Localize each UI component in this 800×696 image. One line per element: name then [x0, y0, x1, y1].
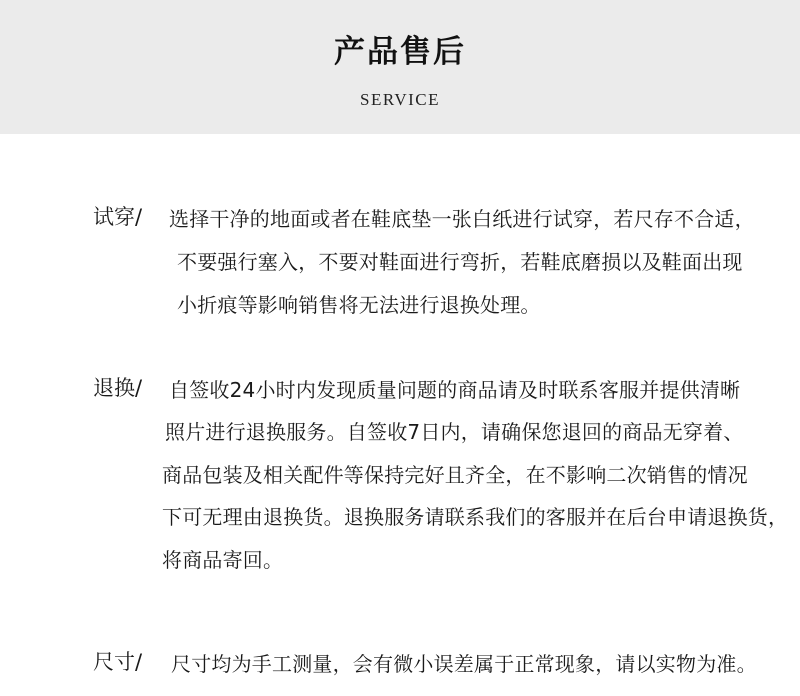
section-text-line: 自签收24小时内发现质量问题的商品请及时联系客服并提供清晰	[169, 378, 741, 402]
section-label: 试穿/	[93, 205, 143, 229]
section-text-line: 选择干净的地面或者在鞋底垫一张白纸进行试穿，若尺存不合适，	[169, 207, 755, 231]
section-text-line: 小折痕等影响销售将无法进行退换处理。	[177, 293, 541, 317]
section-text-line: 下可无理由退换货。退换服务请联系我们的客服并在后台申请退换货，	[162, 505, 789, 529]
page-title: 产品售后	[334, 34, 466, 70]
page-subtitle: SERVICE	[360, 90, 440, 109]
section-text-line: 尺寸均为手工测量，会有微小误差属于正常现象，请以实物为准。	[171, 652, 757, 676]
section-label: 尺寸/	[93, 650, 143, 674]
section-text-line: 商品包装及相关配件等保持完好且齐全，在不影响二次销售的情况	[162, 463, 748, 487]
header-banner	[0, 0, 800, 134]
section-text-line: 将商品寄回。	[162, 548, 284, 572]
section-text-line: 照片进行退换服务。自签收7日内，请确保您退回的商品无穿着、	[165, 420, 744, 444]
section-text-line: 不要强行塞入，不要对鞋面进行弯折，若鞋底磨损以及鞋面出现	[177, 250, 743, 274]
section-label: 退换/	[93, 376, 143, 400]
